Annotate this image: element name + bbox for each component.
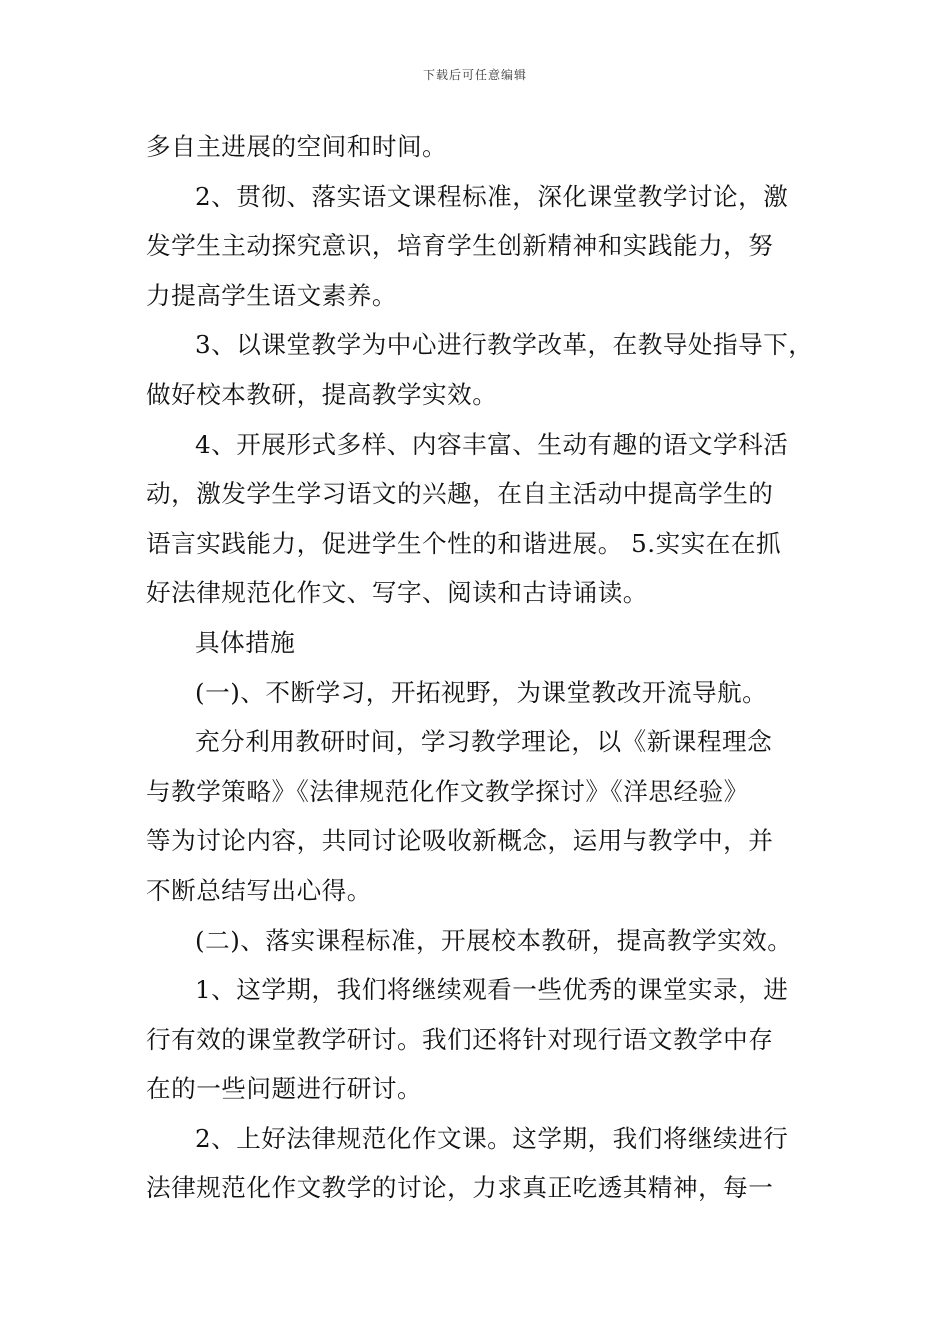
text-line: 发学生主动探究意识，培育学生创新精神和实践能力，努 <box>146 231 774 261</box>
text-line: (二)、落实课程标准，开展校本教研，提高教学实效。 <box>195 925 793 955</box>
text-line: 多自主进展的空间和时间。 <box>146 132 448 161</box>
text-line: 行有效的课堂教学研讨。我们还将针对现行语文教学中存 <box>146 1024 774 1054</box>
text-line: 法律规范化作文教学的讨论，力求真正吃透其精神，每一 <box>146 1173 774 1203</box>
text-line: 2、贯彻、落实语文课程标准，深化课堂教学讨论，激 <box>195 181 789 211</box>
text-line: 1、这学期，我们将继续观看一些优秀的课堂实录，进 <box>195 975 789 1005</box>
text-line: 2、上好法律规范化作文课。这学期，我们将继续进行 <box>195 1123 789 1153</box>
text-line: 在的一些问题进行研讨。 <box>146 1074 423 1104</box>
document-body <box>146 122 818 1213</box>
text-line: 不断总结写出心得。 <box>146 875 372 905</box>
text-line: 充分利用教研时间，学习教学理论，以《新课程理念 <box>195 727 773 757</box>
text-line: 动，激发学生学习语文的兴趣，在自主活动中提高学生的 <box>146 479 774 509</box>
text-line: 做好校本教研，提高教学实效。 <box>146 379 498 409</box>
text-line: 等为讨论内容，共同讨论吸收新概念，运用与教学中，并 <box>146 826 774 856</box>
text-line: 与教学策略》《法律规范化作文教学探讨》《洋思经验》 <box>146 776 749 806</box>
text-line: 语言实践能力，促进学生个性的和谐进展。 5.实实在在抓 <box>146 528 782 558</box>
text-line: (一)、不断学习，开拓视野，为课堂教改开流导航。 <box>195 677 768 707</box>
text-line: 4、开展形式多样、内容丰富、生动有趣的语文学科活 <box>195 429 789 459</box>
page-header: 下载后可任意编辑 <box>422 68 527 82</box>
text-line: 具体措施 <box>195 627 296 657</box>
text-line: 好法律规范化作文、写字、阅读和古诗诵读。 <box>146 578 648 608</box>
text-line: 力提高学生语文素养。 <box>146 280 397 310</box>
text-line: 3、以课堂教学为中心进行教学改革，在教导处指导下， <box>195 330 814 360</box>
